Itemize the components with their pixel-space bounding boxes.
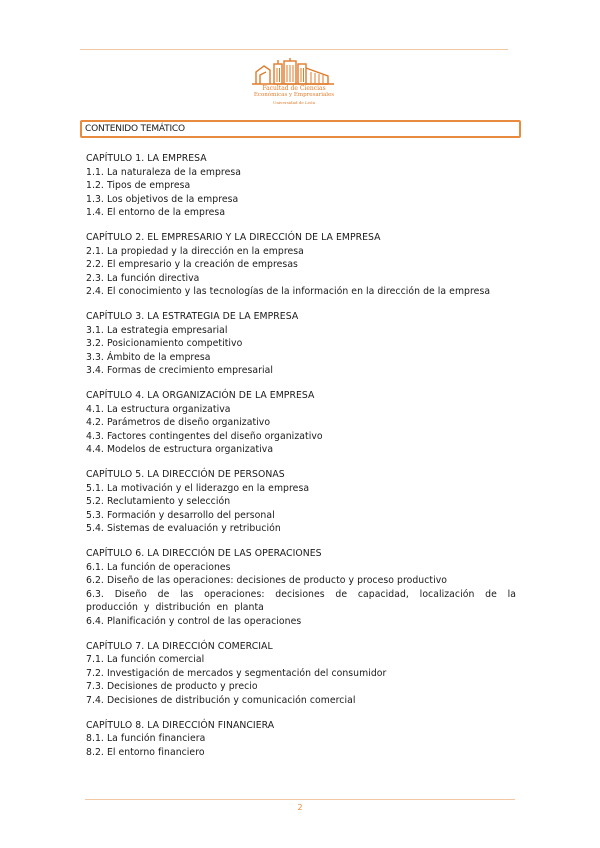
chapter-item: 5.1. La motivación y el liderazgo en la empresa: [86, 482, 310, 494]
chapter-item: 4.4. Modelos de estructura organizativa: [86, 444, 274, 455]
chapter-title: CAPÍTULO 3. LA ESTRATEGIA DE LA EMPRESA: [86, 311, 299, 322]
chapter-item: 3.3. Ámbito de la empresa: [86, 351, 211, 363]
table-of-contents: [86, 152, 516, 771]
chapter-block: [86, 468, 516, 536]
chapter-item: 7.3. Decisiones de producto y precio: [86, 681, 258, 692]
logo-line-2: Económicas y Empresariales: [253, 92, 335, 98]
chapter-item: 1.3. Los objetivos de la empresa: [86, 193, 239, 205]
chapter-item: 3.4. Formas de crecimiento empresarial: [86, 365, 274, 376]
chapter-item: 4.2. Parámetros de diseño organizativo: [86, 417, 271, 428]
chapter-item: 1.1. La naturaleza de la empresa: [86, 166, 241, 178]
chapter-item: 2.3. La función directiva: [86, 272, 200, 284]
chapter-item: 7.2. Investigación de mercados y segmentación del consumidor: [86, 667, 387, 679]
chapter-item: 7.1. La función comercial: [86, 654, 205, 665]
chapter-item: 2.2. El empresario y la creación de empresas: [86, 259, 298, 270]
chapter-item: 6.2. Diseño de las operaciones: decisiones de producto y proceso productivo: [86, 575, 448, 586]
logo-line-1: Facultad de Ciencias: [262, 85, 326, 92]
chapter-item: 8.2. El entorno financiero: [86, 746, 205, 758]
chapter-item: 1.2. Tipos de empresa: [86, 180, 191, 191]
chapter-item: 8.1. La función financiera: [86, 733, 206, 744]
chapter-item: 4.1. La estructura organizativa: [86, 403, 231, 415]
chapter-item: 3.1. La estrategia empresarial: [86, 324, 228, 336]
chapter-item: 1.4. El entorno de la empresa: [86, 207, 226, 218]
chapter-block: [86, 719, 516, 760]
chapter-block: [86, 152, 516, 220]
chapter-block: [86, 389, 516, 457]
chapter-item: 5.3. Formación y desarrollo del personal: [86, 509, 275, 521]
logo-line-3: Universidad de León: [272, 100, 316, 105]
chapter-item: 3.2. Posicionamiento competitivo: [86, 338, 243, 349]
chapter-item: 5.4. Sistemas de evaluación y retribución: [86, 523, 281, 534]
chapter-item: 7.4. Decisiones de distribución y comunicación comercial: [86, 694, 356, 706]
chapter-item: 6.1. La función de operaciones: [86, 561, 231, 573]
faculty-building-logo-icon: [248, 58, 340, 86]
chapter-block: [86, 547, 516, 628]
chapter-item: 4.3. Factores contingentes del diseño organizativo: [86, 430, 323, 442]
chapter-title: CAPÍTULO 2. EL EMPRESARIO Y LA DIRECCIÓN DE LA EMPRESA: [86, 232, 381, 243]
footer-rule: [85, 799, 515, 800]
chapter-item: 2.4. El conocimiento y las tecnologías de la información en la dirección de la empresa: [86, 286, 491, 297]
chapter-title: CAPÍTULO 5. LA DIRECCIÓN DE PERSONAS: [86, 469, 285, 480]
faculty-logo: [248, 58, 340, 118]
chapter-block: [86, 640, 516, 708]
chapter-title: CAPÍTULO 4. LA ORGANIZACIÓN DE LA EMPRESA: [86, 390, 315, 401]
chapter-block: [86, 231, 516, 299]
chapter-title: CAPÍTULO 8. LA DIRECCIÓN FINANCIERA: [86, 719, 275, 731]
page-number: 2: [297, 803, 303, 812]
chapter-item: 6.4. Planificación y control de las operaciones: [86, 615, 302, 627]
chapter-title: CAPÍTULO 6. LA DIRECCIÓN DE LAS OPERACIONES: [86, 548, 322, 559]
chapter-item: 5.2. Reclutamiento y selección: [86, 496, 231, 507]
chapter-item: 6.3. Diseño de las operaciones: decisiones de capacidad, localización de la producción y distribución en planta: [86, 588, 516, 613]
header-rule: [80, 49, 508, 50]
chapter-title: CAPÍTULO 1. LA EMPRESA: [86, 153, 207, 164]
section-heading: CONTENIDO TEMÁTICO: [80, 120, 521, 138]
chapter-block: [86, 310, 516, 378]
chapter-item: 2.1. La propiedad y la dirección en la empresa: [86, 245, 304, 257]
chapter-title: CAPÍTULO 7. LA DIRECCIÓN COMERCIAL: [86, 640, 273, 652]
